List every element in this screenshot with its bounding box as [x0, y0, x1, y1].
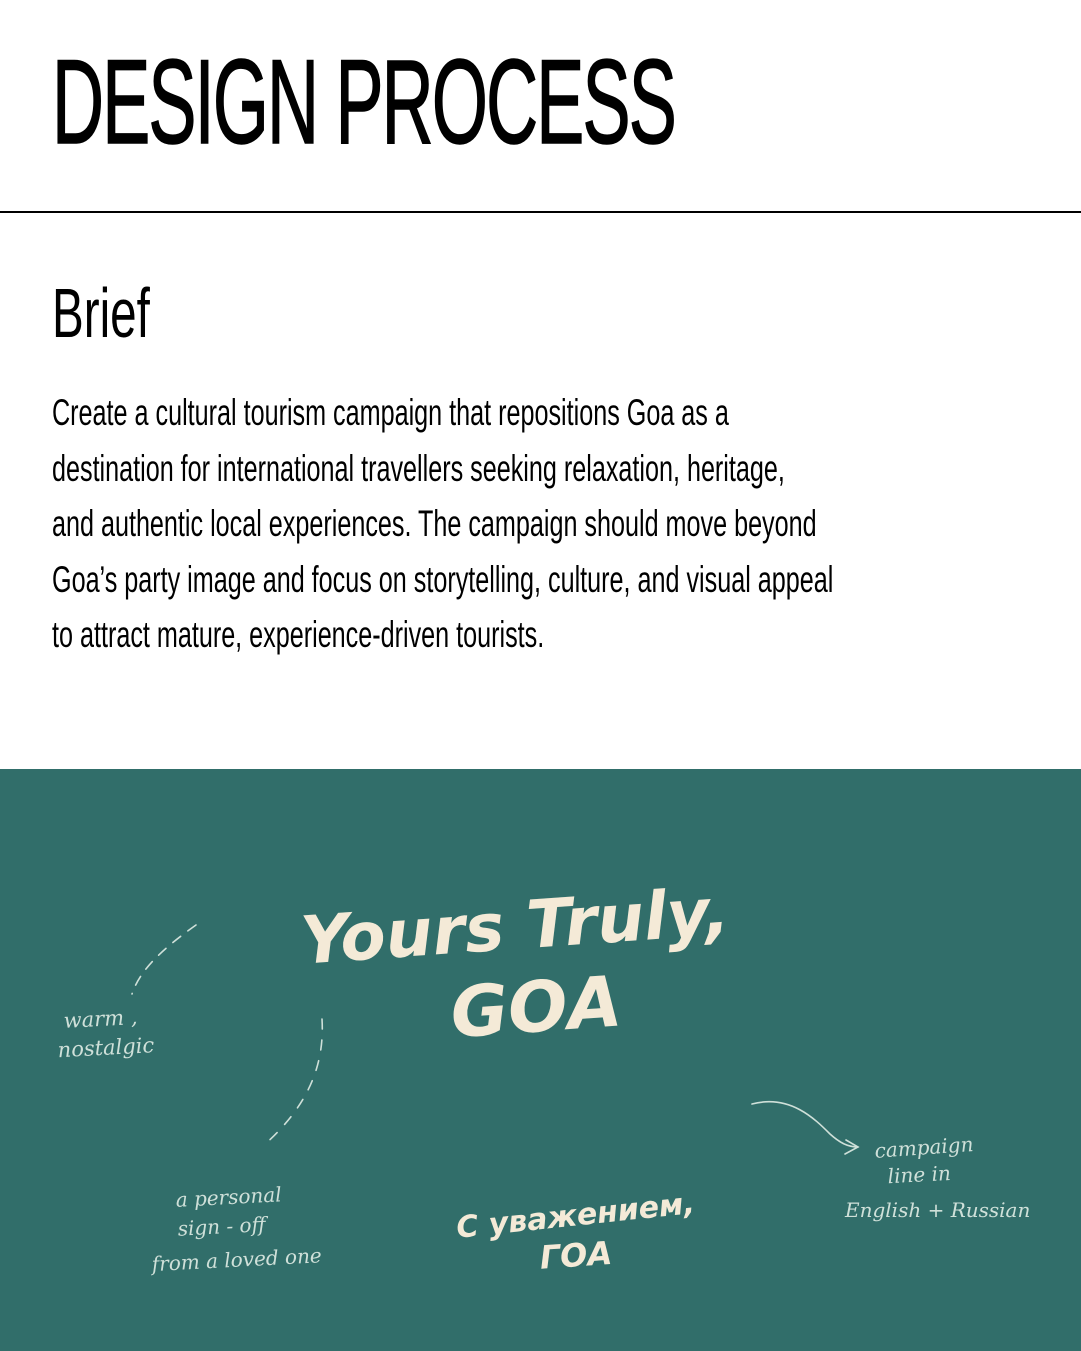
arrow-language: [752, 1102, 858, 1147]
note-signoff-line2: sign - off: [177, 1212, 267, 1241]
page-title: DESIGN PROCESS: [52, 35, 675, 169]
note-signoff-line1: a personal: [175, 1182, 283, 1212]
brief-heading: Brief: [52, 274, 150, 352]
campaign-concept-panel: [0, 769, 1081, 1351]
headline-russian-line2: ГОА: [538, 1233, 614, 1277]
dashed-arrow-signoff: [262, 1019, 322, 1147]
brief-line: Goa’s party image and focus on storytelling, culture, and visual appeal: [52, 558, 834, 600]
brief-line: and authentic local experiences. The campaign should move beyond: [52, 503, 817, 544]
brief-line: destination for international travellers seeking relaxation, heritage,: [52, 447, 785, 489]
headline-russian-line1: С уважением,: [454, 1185, 697, 1246]
note-language-line1: campaign: [873, 1131, 975, 1163]
header-divider: [0, 211, 1081, 213]
brief-line: to attract mature, experience-driven tourists.: [52, 614, 545, 655]
brief-paragraph: [52, 385, 1031, 663]
concept-sketch-canvas: [0, 769, 1081, 1351]
note-signoff-line3: from a loved one: [151, 1243, 323, 1277]
dashed-arrow-mood: [132, 925, 196, 994]
note-mood-line2: nostalgic: [57, 1033, 155, 1063]
headline-goa: GOA: [447, 960, 625, 1055]
note-language-line3: English + Russian: [845, 1198, 1031, 1222]
headline-yours-truly: Yours Truly,: [298, 872, 732, 980]
brief-line: Create a cultural tourism campaign that repositions Goa as a: [52, 392, 729, 433]
note-language-line2: line in: [887, 1160, 952, 1189]
note-mood-line1: warm ,: [63, 1005, 139, 1033]
